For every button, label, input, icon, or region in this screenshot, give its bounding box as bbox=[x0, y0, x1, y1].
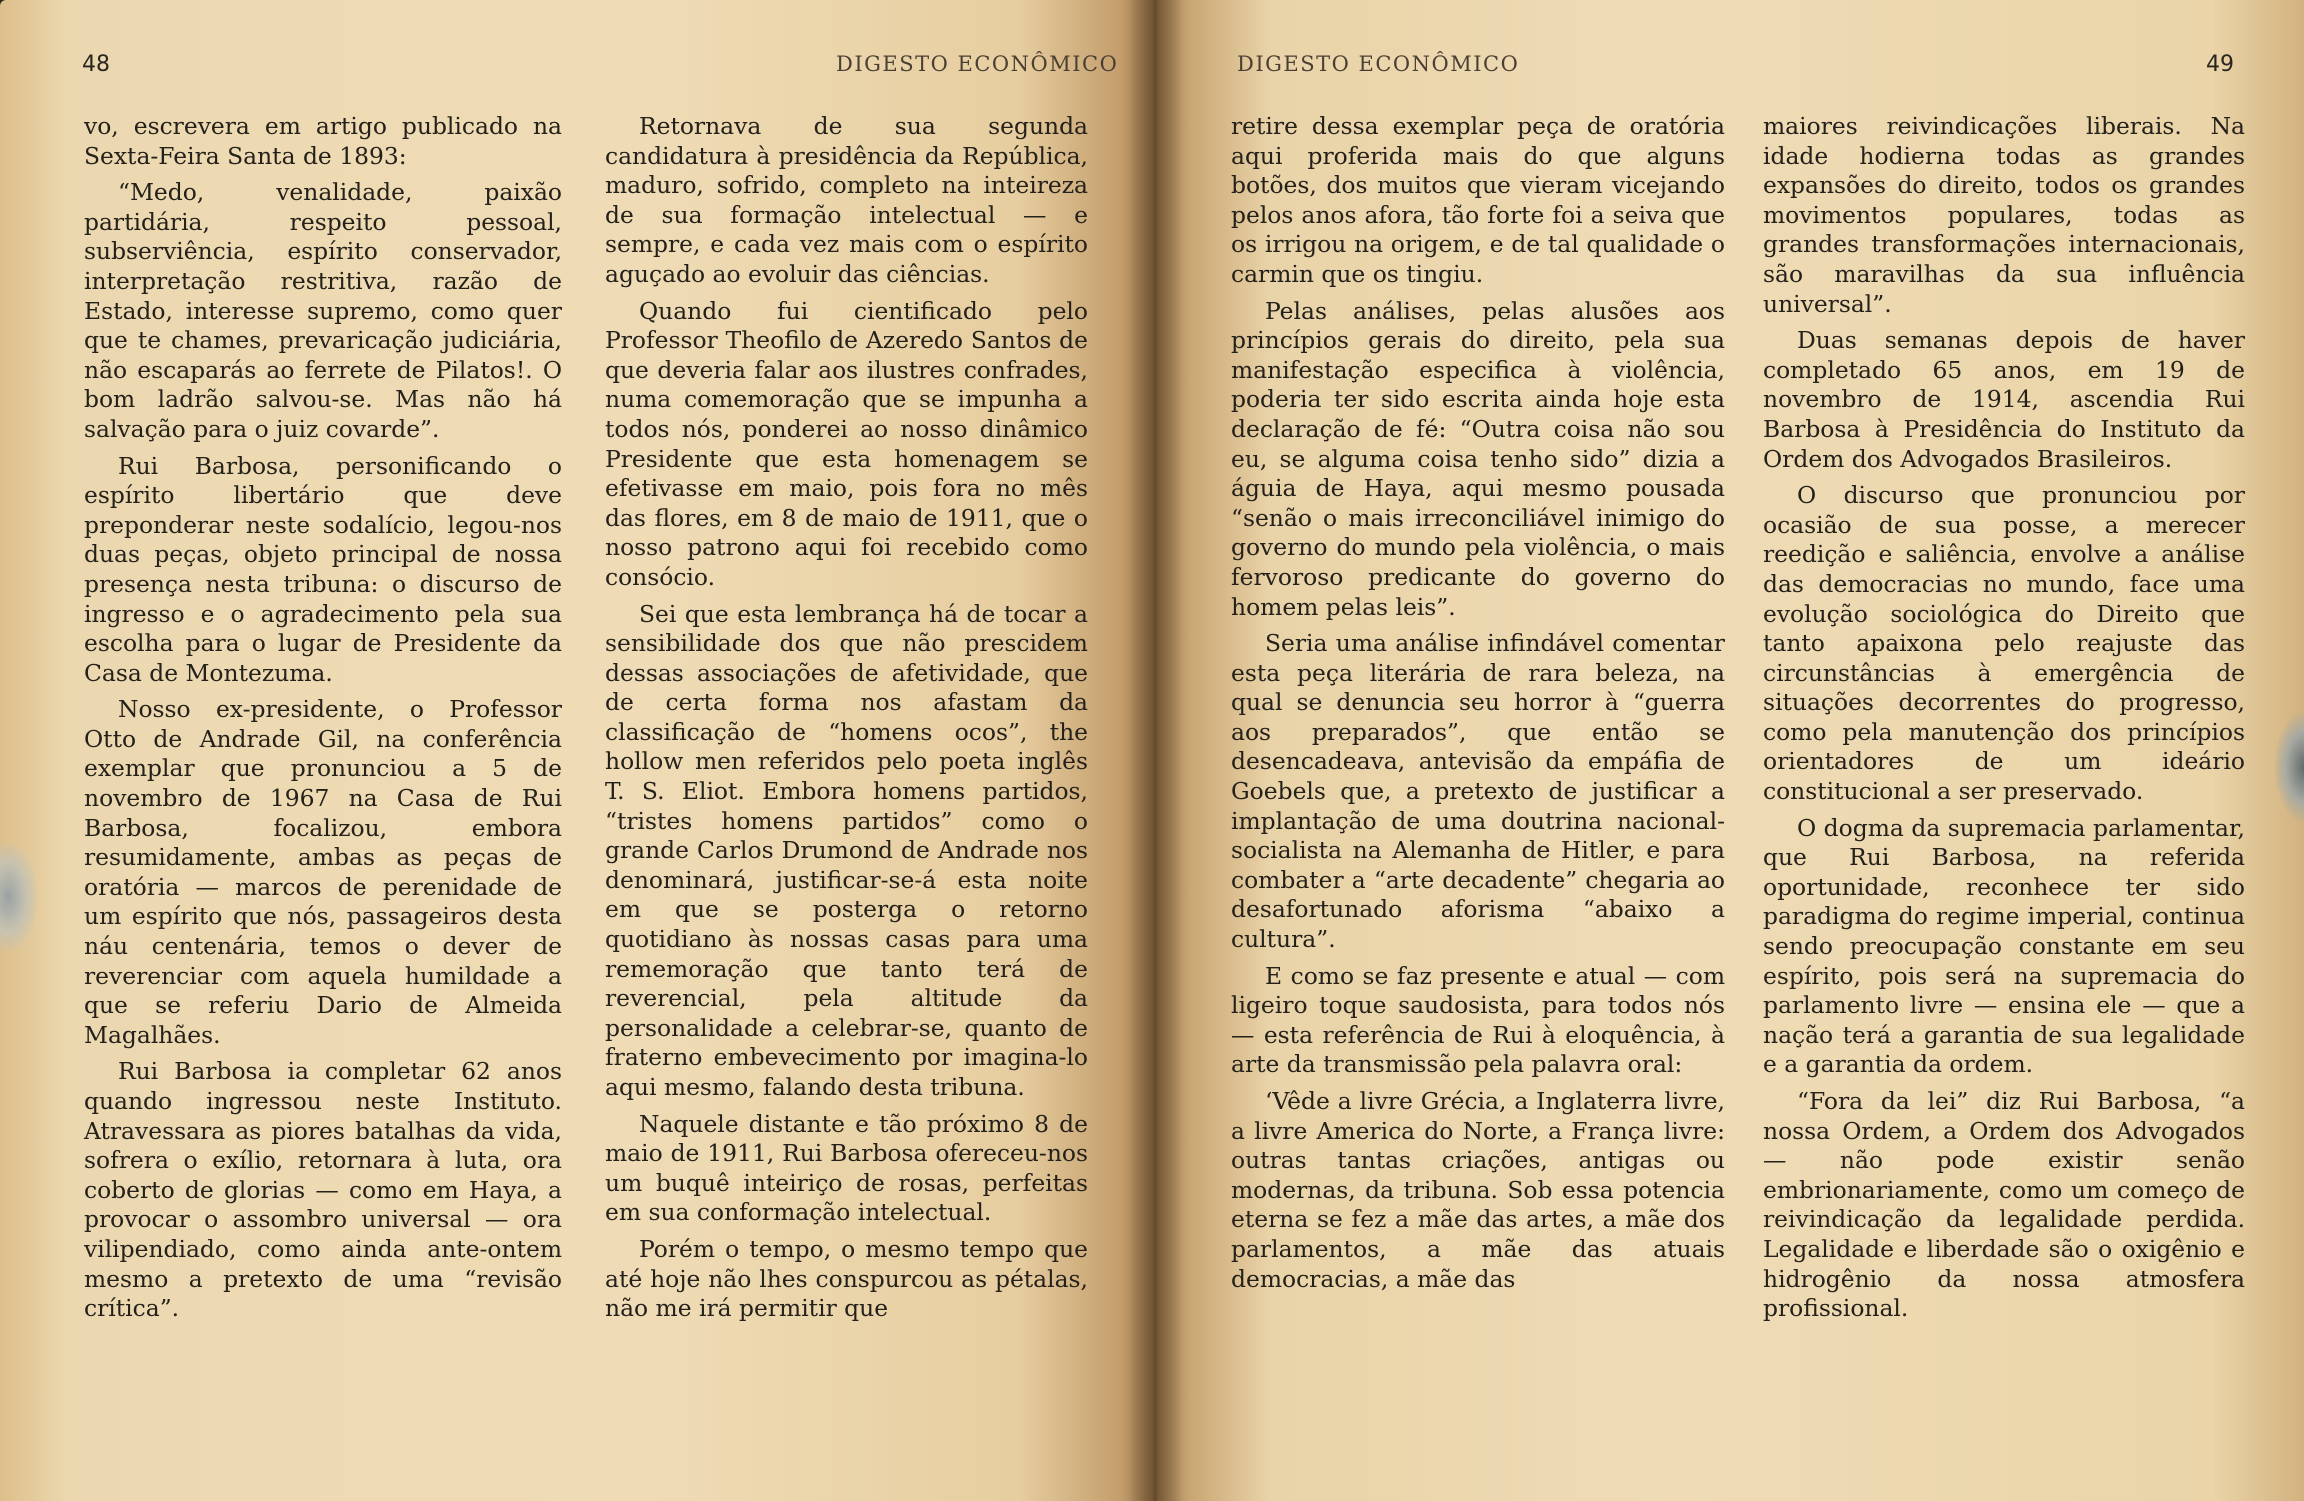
paragraph: O dogma da supremacia parlamentar, que Rui Barbosa, na referida oportunidade, reconhece ter sido paradigma do regime imperial, continua sendo preocupação constante em seu espírito, pois será na supremacia do parlamento livre — ensina ele — que a nação terá a garantia de sua legalidade e a garantia da ordem. bbox=[1763, 813, 2245, 1079]
paragraph: “Medo, venalidade, paixão partidária, respeito pessoal, subserviência, espírito conservador, interpretação restritiva, razão de Estado, interesse supremo, como quer que te chames, prevaricação judiciária, não escaparás ao ferrete de Pilatos!. O bom ladrão salvou-se. Mas não há salvação para o juiz covarde”. bbox=[84, 178, 562, 443]
paragraph: Rui Barbosa, personificando o espírito libertário que deve preponderar neste sodalício, legou-nos duas peças, objeto principal de nossa presença nesta tribuna: o discurso de ingresso e o agradecimento pela sua escolha para o lugar de Presidente da Casa de Montezuma. bbox=[84, 451, 562, 687]
running-head: DIGESTO ECONÔMICO bbox=[836, 52, 1119, 76]
text-column bbox=[1763, 112, 2245, 1331]
paragraph: E como se faz presente e atual — com ligeiro toque saudosista, para todos nós — esta referência de Rui à eloquência, à arte da transmissão pela palavra oral: bbox=[1231, 961, 1725, 1079]
paragraph: maiores reivindicações liberais. Na idade hodierna todas as grandes expansões do direito, todos os grandes movimentos populares, todas as grandes transformações internacionais, são maravilhas da sua influência universal”. bbox=[1763, 112, 2245, 318]
paragraph: O discurso que pronunciou por ocasião de sua posse, a merecer reedição e saliência, envolve a análise das democracias no mundo, face uma evolução sociológica do Direito que tanto apaixona pelo reajuste das circunstâncias à emergência de situações decorrentes do progresso, como pela manutenção dos princípios orientadores de um ideário constitucional a ser preservado. bbox=[1763, 481, 2245, 806]
paragraph: ‘Vêde a livre Grécia, a Inglaterra livre, a livre America do Norte, a França livre: outras tantas criações, antigas ou modernas, da tribuna. Sob essa potencia eterna se fez a mãe das artes, a mãe dos parlamentos, a mãe das atuais democracias, a mãe das bbox=[1231, 1087, 1725, 1293]
paragraph: Retornava de sua segunda candidatura à presidência da República, maduro, sofrido, completo na inteireza de sua formação intelectual — e sempre, e cada vez mais com o espírito aguçado ao evoluir das ciências. bbox=[605, 112, 1088, 288]
paragraph: retire dessa exemplar peça de oratória aqui proferida mais do que alguns botões, dos muitos que vieram vicejando pelos anos afora, tão forte foi a seiva que os irrigou na origem, e de tal qualidade o carmin que os tingiu. bbox=[1231, 112, 1725, 288]
text-column bbox=[1231, 112, 1725, 1301]
page-number: 48 bbox=[82, 52, 110, 77]
paragraph: vo, escrevera em artigo publicado na Sexta-Feira Santa de 1893: bbox=[84, 112, 562, 170]
paragraph: Quando fui cientificado pelo Professor Theofilo de Azeredo Santos de que deveria falar aos ilustres confrades, numa comemoração que se impunha a todos nós, ponderei ao nosso dinâmico Presidente que esta homenagem se efetivasse em maio, pois fora no mês das flores, em 8 de maio de 1911, que o nosso patrono aqui foi recebido como consócio. bbox=[605, 296, 1088, 591]
paragraph: Nosso ex-presidente, o Professor Otto de Andrade Gil, na conferência exemplar que pronunciou a 5 de novembro de 1967 na Casa de Rui Barbosa, focalizou, embora resumidamente, ambas as peças de oratória — marcos de perenidade de um espírito que nós, passageiros desta náu centenária, temos o dever de reverenciar com aquela humildade a que se referiu Dario de Almeida Magalhães. bbox=[84, 695, 562, 1049]
book-gutter bbox=[1128, 0, 1183, 1501]
text-column bbox=[84, 112, 562, 1331]
paragraph: Naquele distante e tão próximo 8 de maio de 1911, Rui Barbosa ofereceu-nos um buquê inteiriço de rosas, perfeitas em sua conformação intelectual. bbox=[605, 1109, 1088, 1227]
right-page bbox=[1155, 0, 2304, 1501]
paragraph: Pelas análises, pelas alusões aos princípios gerais do direito, pela sua manifestação especifica à violência, poderia ter sido escrita ainda hoje esta declaração de fé: “Outra coisa não sou eu, se alguma coisa tenho sido” dizia a águia de Haya, aqui mesmo pousada “senão o mais irreconciliável inimigo do governo do mundo pela violência, o mais fervoroso predicante do governo do homem pelas leis”. bbox=[1231, 296, 1725, 621]
paragraph: Porém o tempo, o mesmo tempo que até hoje não lhes conspurcou as pétalas, não me irá permitir que bbox=[605, 1234, 1088, 1323]
paragraph: “Fora da lei” diz Rui Barbosa, “a nossa Ordem, a Ordem dos Advogados — não pode existir senão embrionariamente, como um começo de reivindicação da legalidade perdida. Legalidade e liberdade são o oxigênio e hidrogênio da nossa atmosfera profissional. bbox=[1763, 1087, 2245, 1323]
paragraph: Seria uma análise infindável comentar esta peça literária de rara beleza, na qual se denuncia seu horror à “guerra aos preparados”, que então se desencadeava, antevisão da empáfia de Goebels que, a pretexto de justificar a implantação de uma doutrina nacional-socialista na Alemanha de Hitler, e para combater a “arte decadente” chegaria ao desafortunado aforisma “abaixo a cultura”. bbox=[1231, 629, 1725, 954]
paragraph: Sei que esta lembrança há de tocar a sensibilidade dos que não prescidem dessas associações de afetividade, que de certa forma nos afastam da classificação de “homens ocos”, the hollow men referidos pelo poeta inglês T. S. Eliot. Embora homens partidos, “tristes homens partidos” como o grande Carlos Drumond de Andrade nos denominará, justificar-se-á esta noite em que se posterga o retorno quotidiano às nossas casas para uma rememoração que tanto terá de reverencial, pela altitude da personalidade a celebrar-se, quanto de fraterno embevecimento por imagina-lo aqui mesmo, falando desta tribuna. bbox=[605, 599, 1088, 1101]
paragraph: Rui Barbosa ia completar 62 anos quando ingressou neste Instituto. Atravessara as piores batalhas da vida, sofrera o exílio, retornara à luta, ora coberto de glorias — como em Haya, a provocar o assombro universal — ora vilipendiado, como ainda ante-ontem mesmo a pretexto de uma “revisão crítica”. bbox=[84, 1057, 562, 1323]
paragraph: Duas semanas depois de haver completado 65 anos, em 19 de novembro de 1914, ascendia Rui Barbosa à Presidência do Instituto da Ordem dos Advogados Brasileiros. bbox=[1763, 326, 2245, 473]
page-number: 49 bbox=[2206, 52, 2234, 77]
text-column bbox=[605, 112, 1088, 1331]
running-head: DIGESTO ECONÔMICO bbox=[1237, 52, 1520, 76]
